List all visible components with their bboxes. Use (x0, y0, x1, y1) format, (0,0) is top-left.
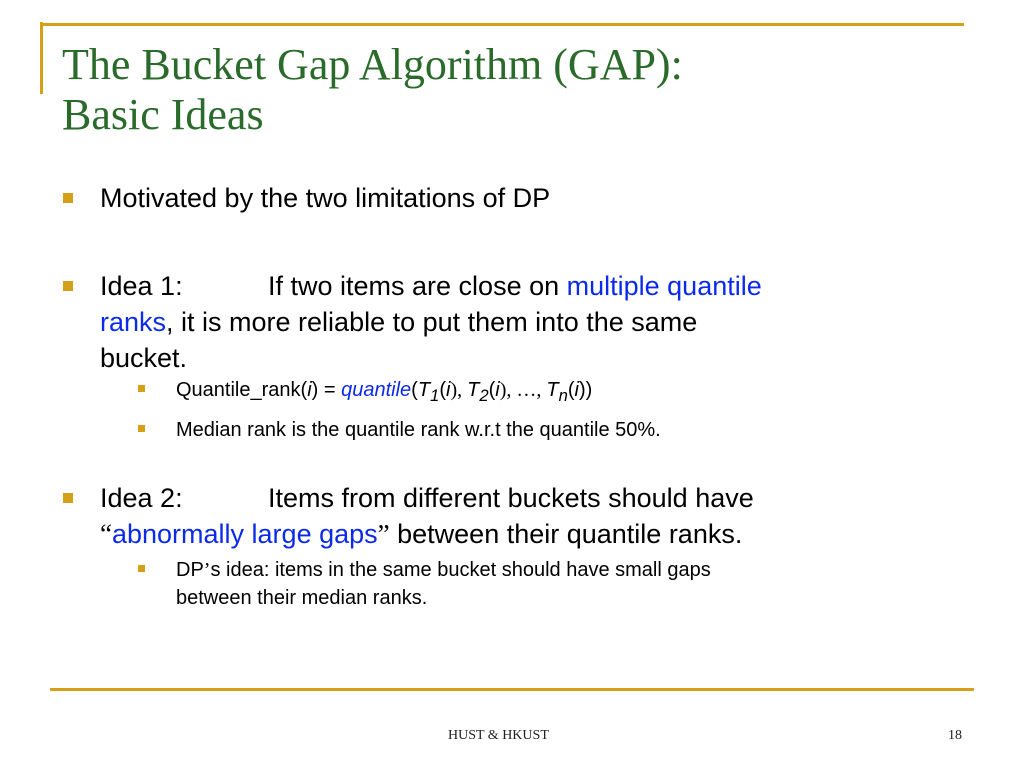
idea-2-text-cont: between their quantile ranks. (389, 519, 743, 549)
bullet-text: Motivated by the two limitations of DP (100, 183, 551, 213)
idea-1-label: Idea 1: (100, 271, 183, 301)
title-line-2: Basic Ideas (62, 90, 264, 139)
quote-open: “ (100, 519, 112, 549)
formula-sep: ), …, (499, 379, 547, 401)
slide-title (62, 40, 683, 140)
formula-paren: ( (411, 379, 418, 401)
square-bullet-icon (138, 565, 145, 572)
slide-body (60, 180, 960, 612)
idea-2-label: Idea 2: (100, 483, 183, 513)
square-bullet-icon (138, 425, 145, 432)
idea-1-text: If two items are close on (268, 271, 567, 301)
formula-var-i: i (307, 379, 312, 401)
sub-bullet-quantile-rank: Quantile_rank(i) = $quantile(T_1(i)$, $T_2(i)$, …, $T_n(i)$) (176, 376, 960, 410)
bullet-idea-2 (60, 480, 960, 552)
square-bullet-icon (138, 385, 145, 392)
footer-text: HUST & HKUST (448, 728, 549, 743)
formula-var-t: T (417, 379, 431, 401)
sub-bullet-dp-idea (176, 556, 960, 612)
quote-close: ” (377, 519, 390, 549)
dp-text: DP (176, 559, 204, 581)
formula-sub: n (558, 386, 568, 405)
idea-1-text-end: bucket. (100, 343, 188, 373)
idea-1-highlight-cont: ranks (100, 307, 167, 337)
sub-bullet-text: s idea: items in the same bucket should have small gaps (210, 559, 711, 581)
idea-2-text: Items from different buckets should have (268, 483, 754, 513)
formula-sub: 2 (479, 386, 489, 405)
top-accent-line (40, 23, 964, 26)
idea-1-text-cont: , it is more reliable to put them into the same (166, 307, 698, 337)
formula-var-t: T (467, 379, 480, 401)
formula-function: quantile (341, 379, 412, 401)
square-bullet-icon (63, 193, 73, 203)
bullet-motivation (60, 180, 960, 216)
left-accent-line (40, 22, 43, 94)
sub-bullet-text-cont: between their median ranks. (176, 587, 428, 609)
formula-sep: ), (450, 379, 468, 401)
sub-bullet-median-rank (176, 416, 960, 444)
bullet-idea-1 (60, 268, 960, 376)
idea-1-highlight: multiple quantile (566, 271, 762, 301)
formula-var-i: i (445, 379, 451, 401)
square-bullet-icon (63, 493, 73, 503)
formula-sub: 1 (430, 386, 440, 405)
formula-prefix: Quantile_rank( (176, 379, 308, 401)
formula-close: )) (579, 379, 593, 401)
formula-eq: ) = (311, 379, 342, 401)
bottom-accent-line (50, 688, 974, 691)
sub-bullet-text: Median rank is the quantile rank w.r.t the quantile 50%. (176, 419, 661, 441)
formula-var-i: i (495, 379, 500, 401)
idea-2-highlight: abnormally large gaps (111, 519, 378, 549)
apostrophe: ’ (203, 559, 211, 581)
title-line-1: The Bucket Gap Algorithm (GAP): (62, 40, 683, 89)
page-number: 18 (948, 728, 962, 743)
formula-var-t: T (546, 379, 559, 401)
formula-var-i: i (574, 379, 579, 401)
square-bullet-icon (63, 281, 73, 291)
